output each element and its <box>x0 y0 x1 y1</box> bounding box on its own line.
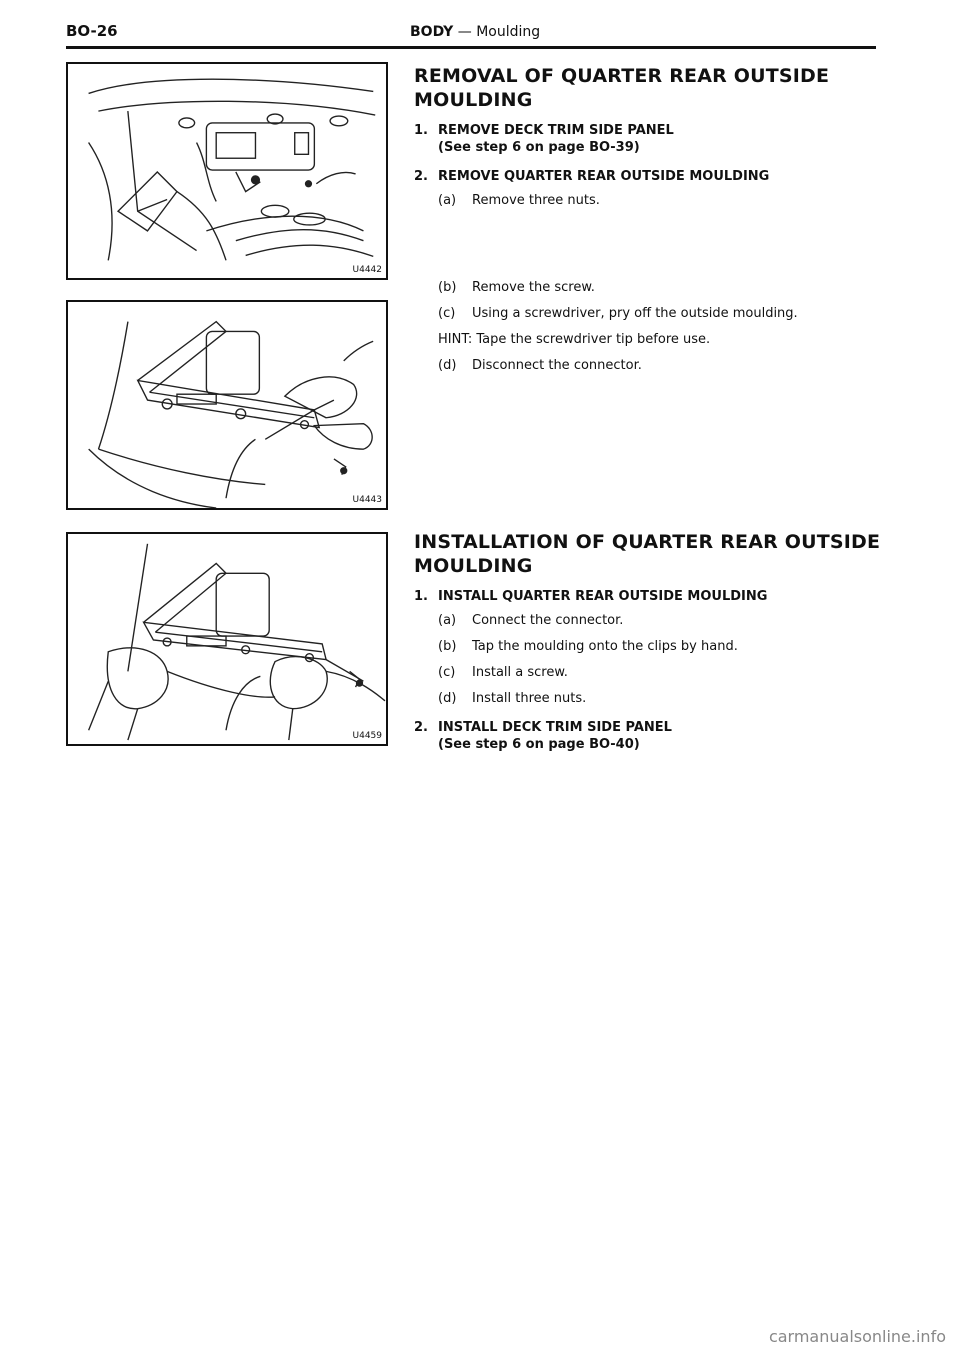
removal-hint: HINT: Tape the screwdriver tip before use. <box>438 332 711 347</box>
section-title <box>410 24 540 40</box>
substep-text: Remove the screw. <box>472 280 595 295</box>
section-title-bold: BODY <box>410 24 454 40</box>
removal-substep-d <box>438 357 894 374</box>
removal-step-1 <box>414 122 894 156</box>
illustration-install-moulding <box>68 534 386 744</box>
illustration-deck-nuts <box>68 64 386 278</box>
installation-substep-d <box>438 690 894 707</box>
removal-section <box>414 64 894 374</box>
step-reference: (See step 6 on page BO-39) <box>438 140 640 155</box>
step-reference: (See step 6 on page BO-40) <box>438 737 640 752</box>
step-label: INSTALL DECK TRIM SIDE PANEL <box>438 720 672 735</box>
substep-text: Install a screw. <box>472 665 568 680</box>
removal-title: REMOVAL OF QUARTER REAR OUTSIDE MOULDING <box>414 65 830 111</box>
substep-letter: (c) <box>438 306 456 321</box>
step-number: 1. <box>414 589 428 604</box>
figure-id: U4442 <box>352 265 382 275</box>
step-number: 2. <box>414 720 428 735</box>
page-code: BO-26 <box>66 22 118 40</box>
installation-substep-b <box>438 638 894 655</box>
substep-letter: (d) <box>438 691 457 706</box>
installation-step-1 <box>414 588 894 605</box>
installation-step-2 <box>414 719 894 753</box>
substep-text: Using a screwdriver, pry off the outside moulding. <box>472 306 798 321</box>
illustration-pry-moulding <box>68 302 386 508</box>
step-number: 1. <box>414 123 428 138</box>
step-label: INSTALL QUARTER REAR OUTSIDE MOULDING <box>438 589 768 604</box>
installation-title: INSTALLATION OF QUARTER REAR OUTSIDE MOULDING <box>414 531 881 577</box>
watermark: carmanualsonline.info <box>768 1327 946 1346</box>
step-number: 2. <box>414 169 428 184</box>
installation-substep-a <box>438 612 894 629</box>
removal-substep-b <box>438 279 894 296</box>
step-label: REMOVE QUARTER REAR OUTSIDE MOULDING <box>438 169 770 184</box>
step-label: REMOVE DECK TRIM SIDE PANEL <box>438 123 674 138</box>
substep-letter: (a) <box>438 613 457 628</box>
removal-substep-c <box>438 305 894 322</box>
substep-text: Disconnect the connector. <box>472 358 642 373</box>
figure-pry-moulding <box>66 300 388 510</box>
installation-substep-c <box>438 664 894 681</box>
figure-id: U4459 <box>352 731 382 741</box>
substep-letter: (a) <box>438 193 457 208</box>
installation-section <box>414 530 894 753</box>
removal-step-2 <box>414 168 894 185</box>
substep-letter: (b) <box>438 639 457 654</box>
substep-letter: (c) <box>438 665 456 680</box>
removal-substep-a <box>438 192 894 209</box>
figure-install-moulding <box>66 532 388 746</box>
substep-text: Remove three nuts. <box>472 193 600 208</box>
substep-text: Connect the connector. <box>472 613 624 628</box>
figure-deck-nuts <box>66 62 388 280</box>
substep-text: Tap the moulding onto the clips by hand. <box>472 639 738 654</box>
substep-letter: (d) <box>438 358 457 373</box>
page-header <box>66 22 876 49</box>
section-title-rest: — Moulding <box>453 24 541 40</box>
substep-text: Install three nuts. <box>472 691 587 706</box>
figure-id: U4443 <box>352 495 382 505</box>
substep-letter: (b) <box>438 280 457 295</box>
